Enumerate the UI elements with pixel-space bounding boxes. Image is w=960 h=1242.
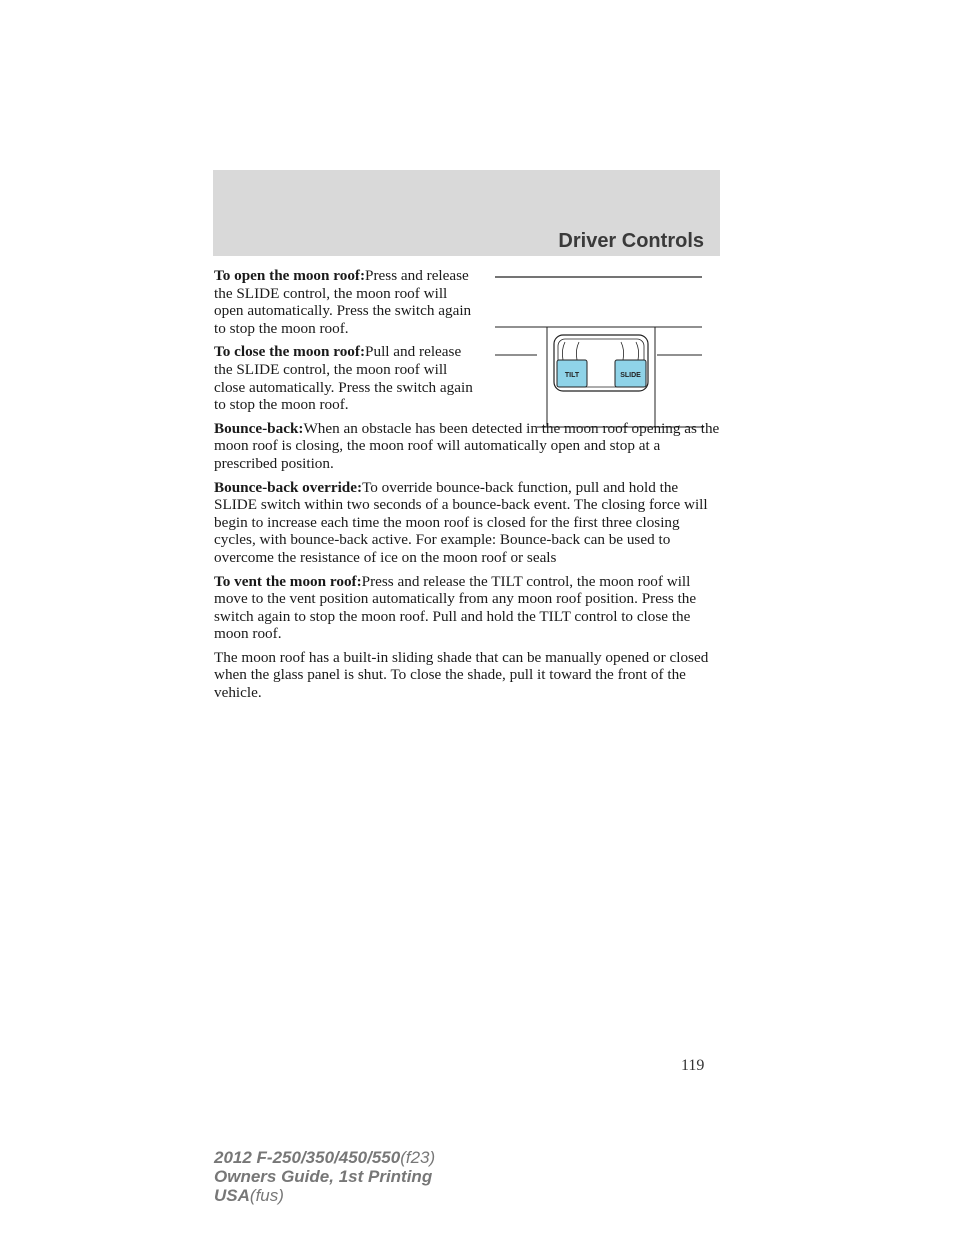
slide-label: SLIDE — [620, 372, 641, 379]
paragraph-close-moon-roof — [214, 343, 476, 413]
paragraph-vent-moon-roof — [214, 573, 720, 643]
footer-model: 2012 F-250/350/450/550 — [214, 1148, 401, 1167]
paragraph-sliding-shade — [214, 649, 720, 702]
paragraph-lead: To close the moon roof: — [214, 343, 366, 361]
paragraph-lead: Bounce-back override: — [214, 478, 363, 496]
paragraph-lead: To vent the moon roof: — [214, 572, 362, 590]
paragraph-text: When an obstacle has been detected in the moon roof opening as the moon roof is closing, the moon roof will automatically open and stop at a prescribed position. — [214, 419, 720, 472]
paragraph-text: Press and release the SLIDE control, the moon roof will open automatically. Press the switch again to stop the moon roof. — [214, 267, 472, 337]
paragraph-text: Pull and release the SLIDE control, the moon roof will close automatically. Press the switch again to stop the moon roof. — [214, 343, 473, 414]
footer-model-code: (f23) — [400, 1148, 436, 1167]
footer-line — [214, 1148, 435, 1167]
document-footer — [214, 1148, 435, 1205]
footer-line — [214, 1167, 435, 1186]
paragraph-bounce-back-override — [214, 479, 720, 567]
paragraph-text: To override bounce-back function, pull and hold the SLIDE switch within two seconds of a bounce-back event. The closing force will begin to increase each time the moon roof is closed for the first three closing cycles, with bounce-back active. For example: Bounce-back can be used to overcome the resistance of ice on the moon roof or seals — [214, 478, 708, 566]
tilt-label: TILT — [564, 372, 580, 379]
paragraph-text: The moon roof has a built-in sliding shade that can be manually opened or closed when the glass panel is shut. To close the shade, pull it toward the front of the vehicle. — [214, 648, 709, 702]
paragraph-lead: Bounce-back: — [214, 419, 304, 437]
page-number: 119 — [681, 1057, 705, 1074]
paragraph-lead: To open the moon roof: — [214, 267, 366, 284]
footer-market: USA — [214, 1186, 250, 1205]
paragraph-text: Press and release the TILT control, the moon roof will move to the vent position automatically from any moon roof position. Press the switch again to stop the moon roof. Pull and hold the TILT control to close the moon roof. — [214, 572, 697, 643]
page-body-text — [214, 267, 720, 708]
footer-line — [214, 1186, 435, 1205]
paragraph-open-moon-roof — [214, 267, 476, 337]
section-header-band — [213, 170, 720, 256]
footer-guide-edition: Owners Guide, 1st Printing — [214, 1167, 433, 1186]
paragraph-bounce-back — [214, 420, 720, 473]
footer-market-code: (fus) — [249, 1186, 284, 1205]
section-title: Driver Controls — [558, 230, 704, 252]
